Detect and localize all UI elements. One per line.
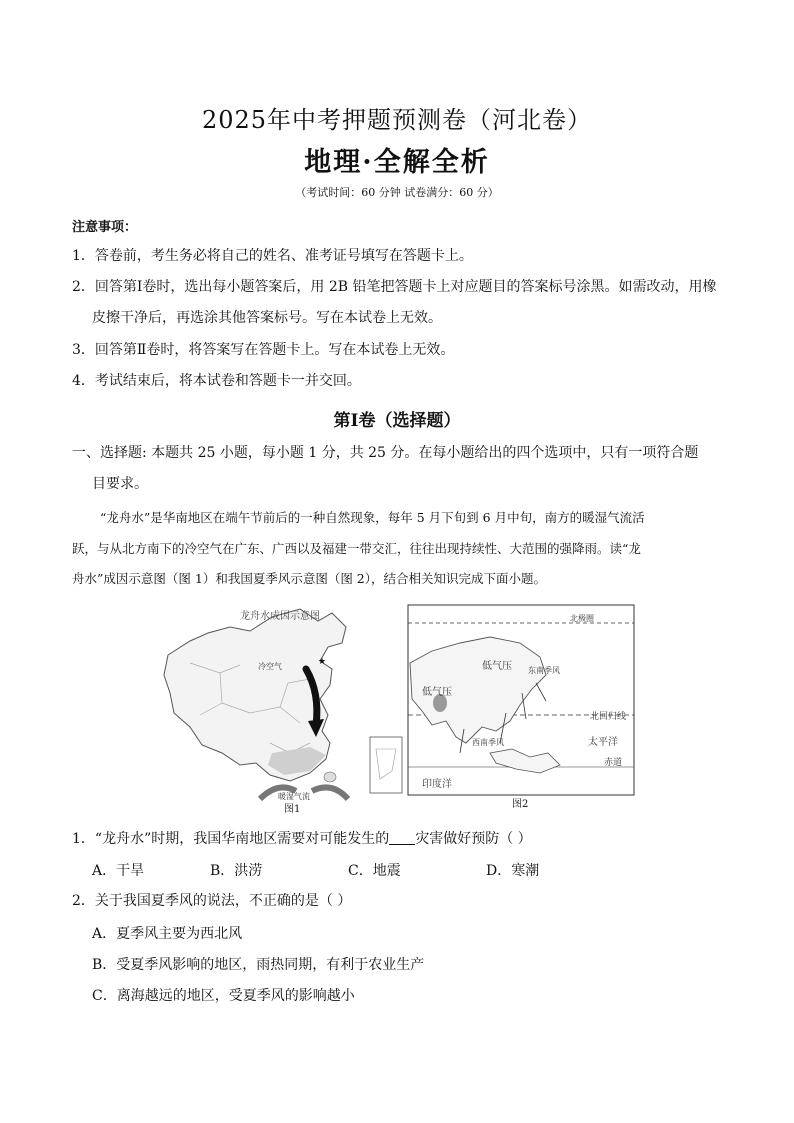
exam-subtitle: 地理·全解全析 xyxy=(304,147,490,178)
figure1-cold-air-label: 冷空气 xyxy=(258,662,282,671)
passage-line-1: “龙舟水”是华南地区在端午节前后的一种自然现象，每年 5 月下旬到 6 月中旬，南方的暖湿气流活 xyxy=(100,510,645,525)
question-1-stem xyxy=(72,829,532,849)
figure2-low-pressure-2: 低气压 xyxy=(422,687,452,698)
question-1-stem-after: 灾害做好预防（ ） xyxy=(415,831,532,847)
question-1-option-d: D．寒潮 xyxy=(486,863,540,879)
notice-item-1: 1．答卷前，考生务必将自己的姓名、准考证号填写在答题卡上。 xyxy=(72,248,473,264)
figure2-arctic-circle: 北极圈 xyxy=(570,614,594,623)
figures xyxy=(160,603,636,815)
figure1-warm-air-label: 暖湿气流 xyxy=(278,792,310,801)
figure2-map xyxy=(408,605,634,810)
figure2-caption: 图2 xyxy=(512,799,529,810)
question-2-option-b: B．受夏季风影响的地区，雨热同期，有利于农业生产 xyxy=(92,957,425,973)
question-1-option-b: B．洪涝 xyxy=(210,863,263,879)
question-1-option-a: A．干旱 xyxy=(92,863,145,879)
figure1-map xyxy=(164,609,402,815)
notice-item-3: 3．回答第Ⅱ卷时，将答案写在答题卡上。写在本试卷上无效。 xyxy=(72,342,455,358)
question-1-option-c: C．地震 xyxy=(348,863,401,879)
passage-line-3: 舟水”成因示意图（图 1）和我国夏季风示意图（图 2），结合相关知识完成下面小题。 xyxy=(72,571,546,586)
question-2-option-a: A．夏季风主要为西北风 xyxy=(92,926,243,942)
notice-item-4: 4．考试结束后，将本试卷和答题卡一并交回。 xyxy=(72,373,361,389)
question-1-stem-before: 1．“龙舟水”时期，我国华南地区需要对可能发生的 xyxy=(72,831,390,847)
figure1-caption: 图1 xyxy=(284,804,301,815)
figure2-low-pressure-1: 低气压 xyxy=(482,661,512,672)
passage-line-2: 跃，与从北方南下的冷空气在广东、广西以及福建一带交汇，往往出现持续性、大范围的强降雨。读“龙 xyxy=(72,541,641,556)
answer-blank xyxy=(389,830,415,845)
section-instruction: 一、选择题: 本题共 25 小题，每小题 1 分，共 25 分。在每小题给出的四个选项中，只有一项符合题 xyxy=(72,445,699,461)
question-2-stem: 2．关于我国夏季风的说法，不正确的是（ ） xyxy=(72,893,352,909)
figure2-indian-ocean-label: 印度洋 xyxy=(422,779,452,790)
exam-info: （考试时间：60 分钟 试卷满分：60 分） xyxy=(295,186,499,199)
figure2-se-monsoon: 东南季风 xyxy=(528,666,560,675)
question-2-option-c: C．离海越远的地区，受夏季风的影响越小 xyxy=(92,988,355,1004)
section-title: 第Ⅰ卷（选择题） xyxy=(333,411,461,431)
svg-text:★: ★ xyxy=(318,657,327,667)
figure2-sw-monsoon: 西南季风 xyxy=(472,738,504,747)
notice-heading: 注意事项： xyxy=(72,220,138,235)
notice-item-2-cont: 皮擦干净后，再选涂其他答案标号。写在本试卷上无效。 xyxy=(92,310,442,326)
figure2-tropic-label: 北回归线 xyxy=(590,712,627,722)
figure2-equator-label: 赤道 xyxy=(604,758,623,768)
figure1-title: 龙舟水成因示意图 xyxy=(240,611,320,622)
figure2-pacific-label: 太平洋 xyxy=(588,737,618,748)
section-instruction-cont: 目要求。 xyxy=(92,476,148,492)
notice-item-2: 2．回答第Ⅰ卷时，选出每小题答案后，用 2B 铅笔把答题卡上对应题目的答案标号涂黑。如需改动，用橡 xyxy=(72,279,717,295)
exam-title: 2025年中考押题预测卷（河北卷） xyxy=(201,106,593,134)
